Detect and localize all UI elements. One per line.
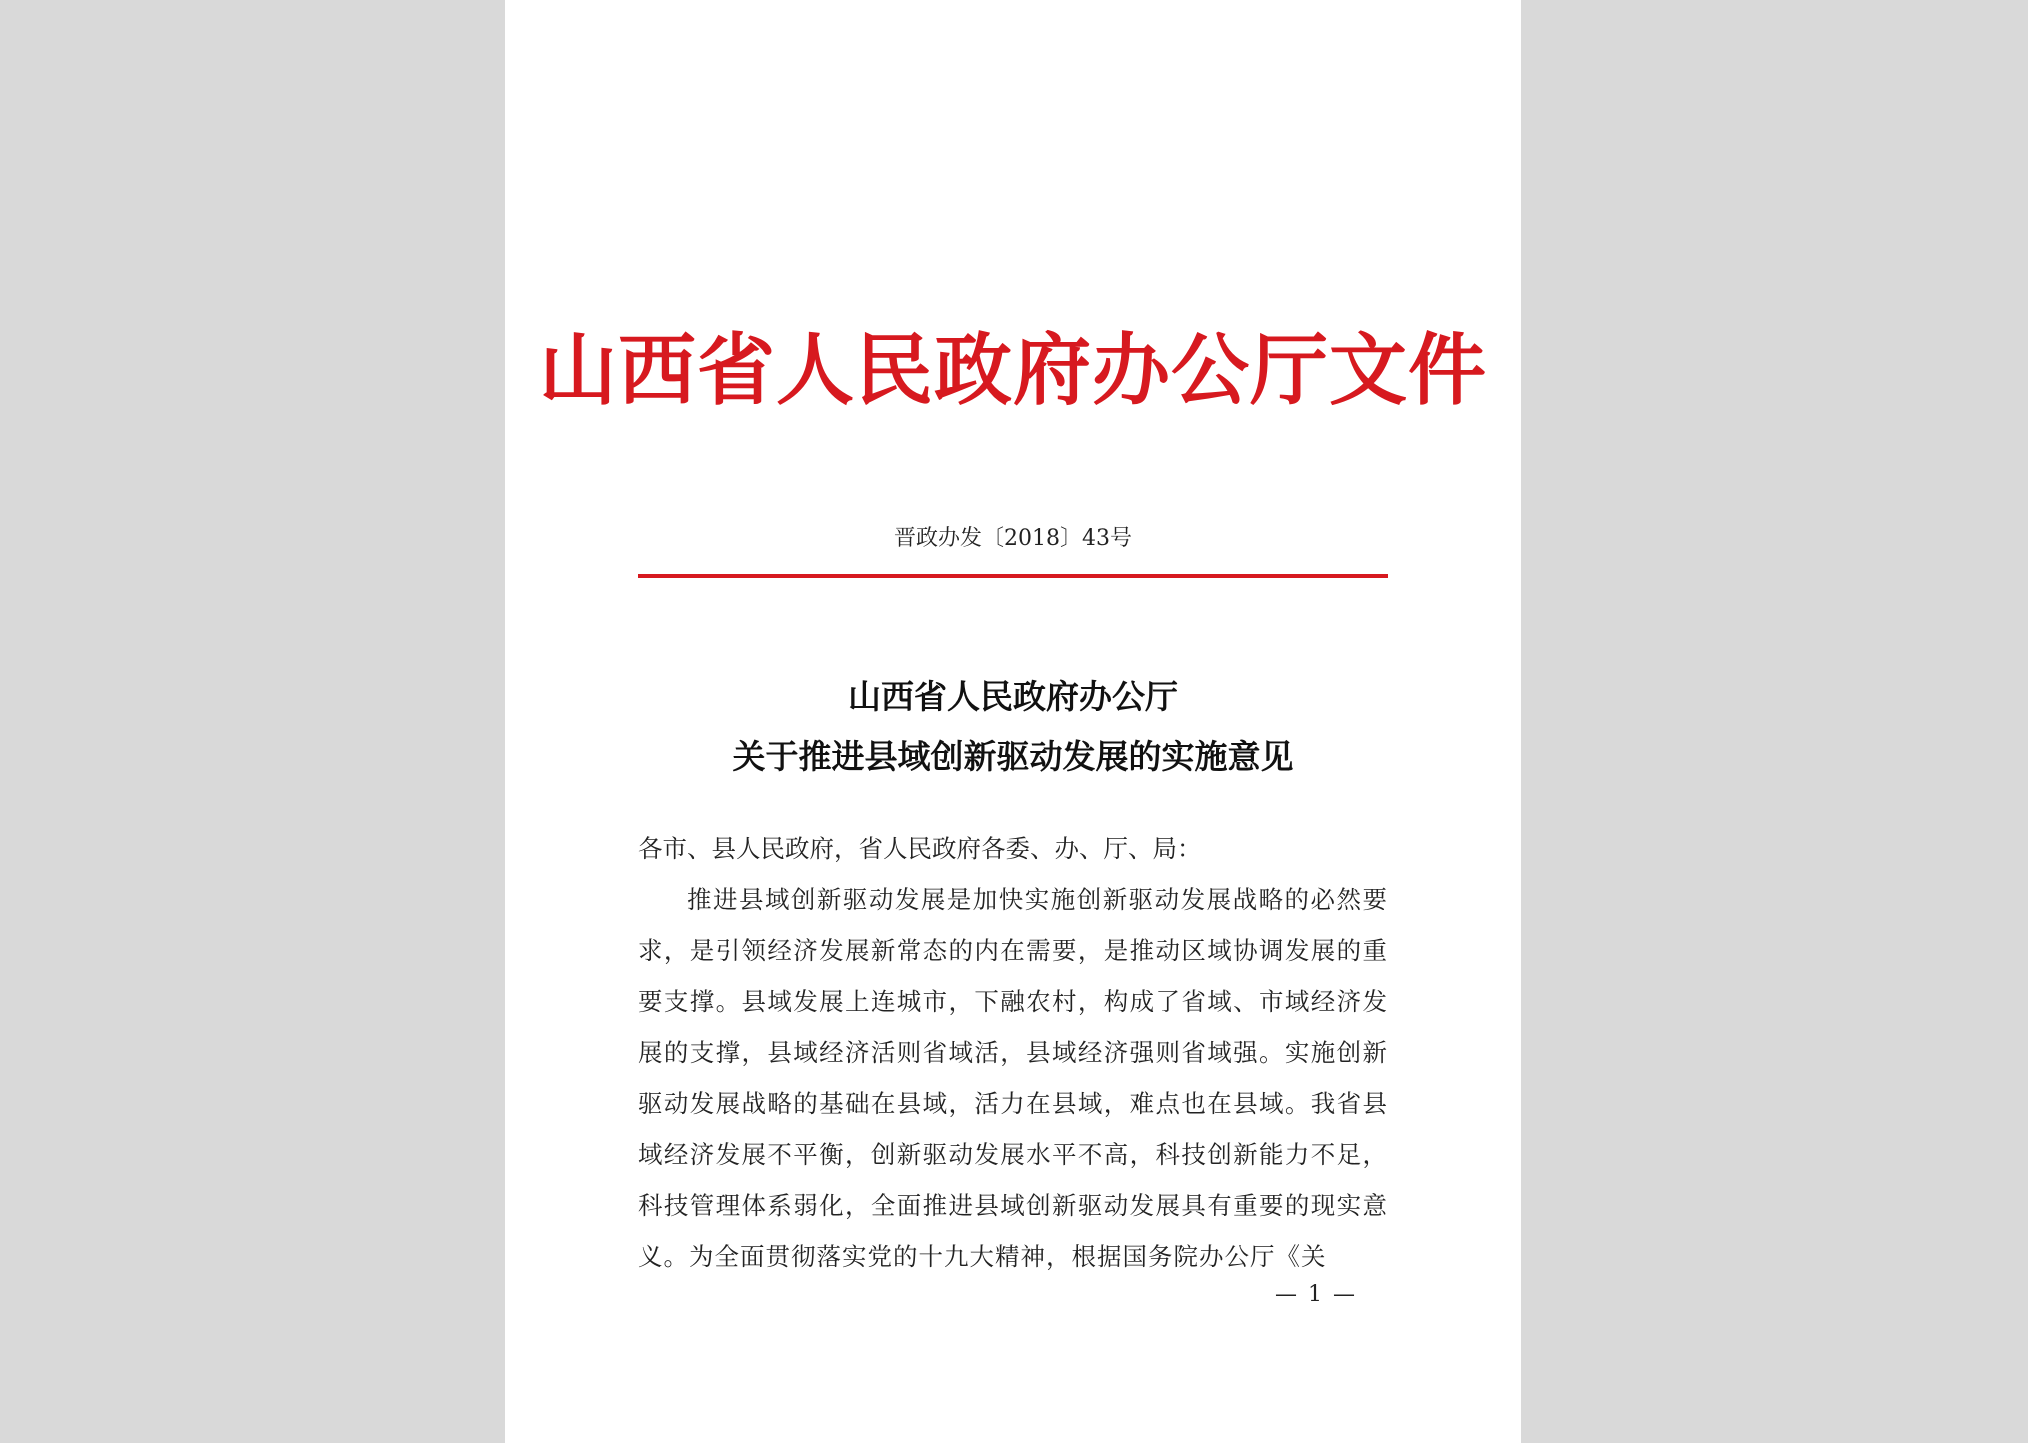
- document-body: [638, 823, 1388, 1282]
- body-paragraph: 推进县域创新驱动发展是加快实施创新驱动发展战略的必然要求，是引领经济发展新常态的内在需要，是推动区域协调发展的重要支撑。县域发展上连城市，下融农村，构成了省域、市域经济发展的支撑，县域经济活则省域活，县域经济强则省域强。实施创新驱动发展战略的基础在县域，活力在县域，难点也在县域。我省县域经济发展不平衡，创新驱动发展水平不高，科技创新能力不足，科技管理体系弱化，全面推进县域创新驱动发展具有重要的现实意义。为全面贯彻落实党的十九大精神，根据国务院办公厅《关: [638, 885, 1388, 1271]
- document-page: [505, 0, 1521, 1443]
- document-header: 山西省人民政府办公厅文件: [538, 325, 1487, 416]
- page-number: — 1 —: [1275, 1282, 1357, 1307]
- document-number: 晋政办发〔2018〕43号: [894, 526, 1132, 551]
- red-divider-line: [638, 574, 1388, 578]
- document-title-line-2: 关于推进县域创新驱动发展的实施意见: [732, 737, 1294, 776]
- document-title-line-1: 山西省人民政府办公厅: [848, 677, 1178, 716]
- salutation: 各市、县人民政府，省人民政府各委、办、厅、局：: [638, 834, 1202, 863]
